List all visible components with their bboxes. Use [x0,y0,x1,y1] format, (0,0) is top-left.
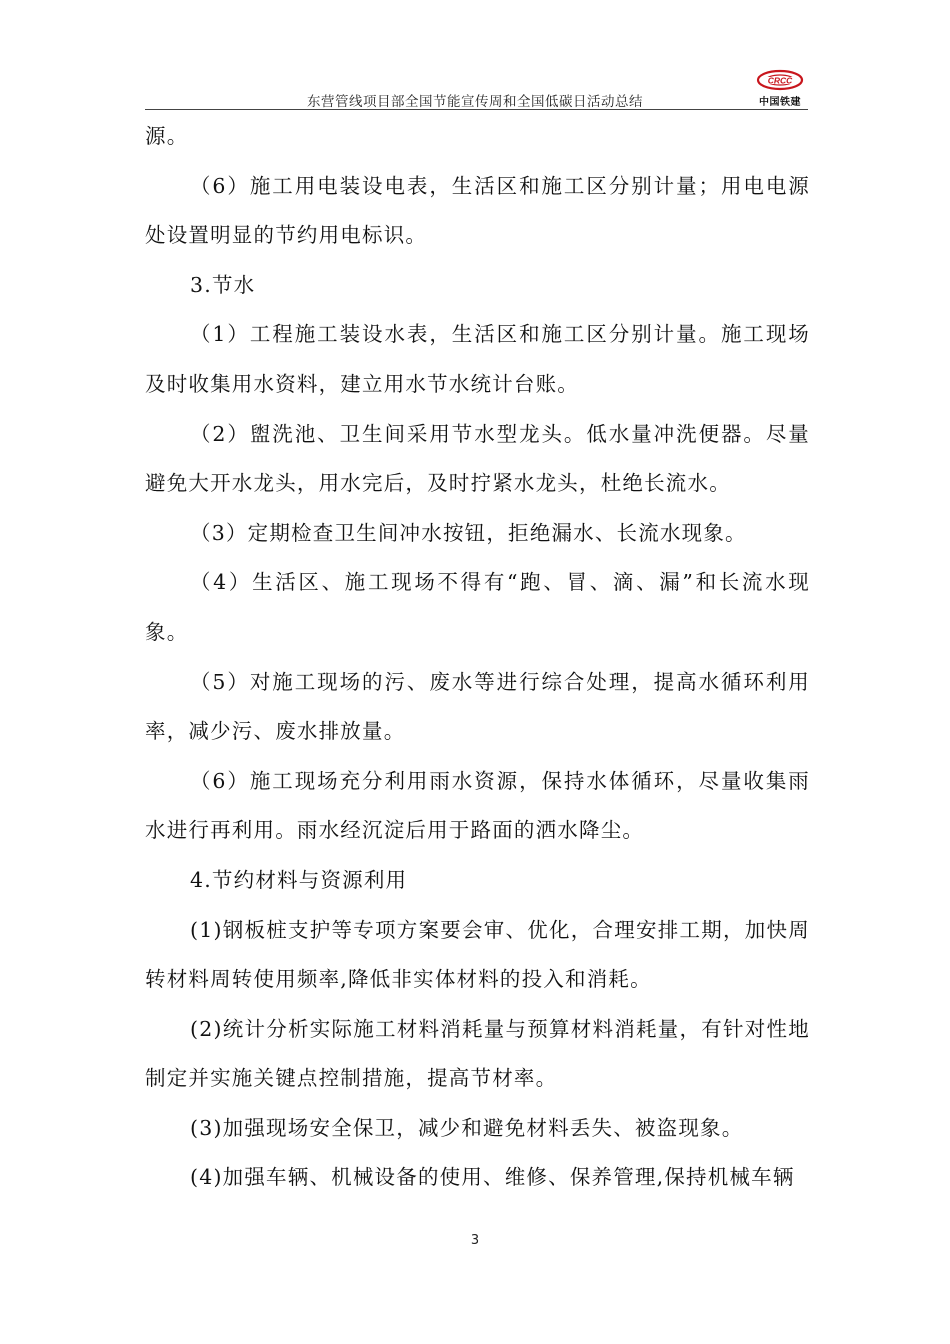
header-title: 东营管线项目部全国节能宣传周和全国低碳日活动总结 [307,94,643,110]
paragraph: （3）定期检查卫生间冲水按钮，拒绝漏水、长流水现象。 [190,520,747,545]
paragraph: （6）施工用电装设电表，生活区和施工区分别计量；用电电源处设置明显的节约用电标识。 [145,173,810,248]
paragraph: （1）工程施工装设水表，生活区和施工区分别计量。施工现场及时收集用水资料，建立用水节水统计台账。 [145,322,810,396]
paragraph: 3.节水 [190,272,256,297]
logo-text: 中国铁建 [759,97,801,108]
paragraph: （4）生活区、施工现场不得有“跑、冒、滴、漏”和长流水现象。 [145,570,810,644]
paragraph: (1)钢板桩支护等专项方案要会审、优化，合理安排工期，加快周转材料周转使用频率,降低非实体材料的投入和消耗。 [145,917,810,992]
paragraph: （5）对施工现场的污、废水等进行综合处理，提高水循环利用率，减少污、废水排放量。 [145,669,810,744]
paragraph: 4.节约材料与资源利用 [190,867,408,892]
document-body [145,112,810,1203]
paragraph: （6）施工现场充分利用雨水资源，保持水体循环，尽量收集雨水进行再利用。雨水经沉淀后用于路面的洒水降尘。 [145,768,810,843]
paragraph: 源。 [145,124,189,148]
crcc-logo [751,68,809,108]
svg-text:CRCC: CRCC [767,75,793,86]
paragraph: (2)统计分析实际施工材料消耗量与预算材料消耗量，有针对性地制定并实施关键点控制措施，提高节材率。 [145,1016,810,1091]
header-divider [145,109,808,110]
page-header [0,0,950,112]
paragraph: （2）盥洗池、卫生间采用节水型龙头。低水量冲洗便器。尽量避免大开水龙头，用水完后，及时拧紧水龙头，杜绝长流水。 [145,421,810,496]
paragraph: (3)加强现场安全保卫，减少和避免材料丢失、被盗现象。 [190,1115,744,1140]
crcc-logo-icon [751,68,809,94]
paragraph: (4)加强车辆、机械设备的使用、维修、保养管理,保持机械车辆 [190,1165,795,1190]
page-number: 3 [470,1233,480,1248]
